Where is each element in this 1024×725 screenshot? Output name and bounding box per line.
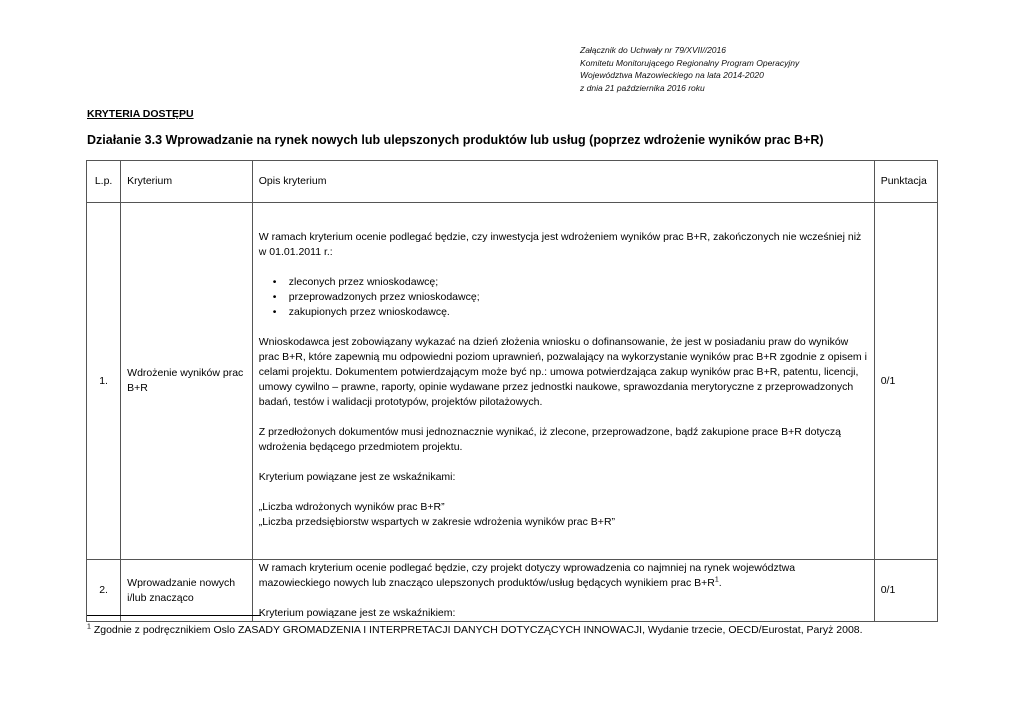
header-note-line: z dnia 21 października 2016 roku xyxy=(580,82,705,93)
indicator-item: „Liczba przedsiębiorstw wspartych w zakresie wdrożenia wyników prac B+R” xyxy=(258,516,616,528)
criterion-description xyxy=(252,560,874,622)
document-header-note xyxy=(580,44,799,94)
list-item: • zleconych przez wnioskodawcę; xyxy=(289,275,868,290)
description-paragraph: Wnioskodawca jest zobowiązany wykazać na dzień złożenia wniosku o dofinansowanie, że jest w posiadaniu praw do wyników prac B+R, które zapewnią mu odpowiedni poziom uprawnień, pozwalający na wykorzystanie wyników prac B+R zgodnie z opisem i celami projektu. Dokumentem potwierdzającym może być np.: umowa potwierdzająca zakup wyników prac B+R, patentu, licencji, umowy cywilno – prawne, raporty, opinie wydawane przez jednostki naukowe, sprawozdania merytoryczne z przeprowadzonych badań, testów i walidacji prototypów, projektów pilotażowych. xyxy=(258,336,867,408)
score-value: 0/1 xyxy=(874,560,937,622)
criteria-table xyxy=(86,160,938,622)
criterion-description xyxy=(252,203,874,560)
row-number: 1. xyxy=(87,203,121,560)
footnote-text: Zgodnie z podręcznikiem Oslo ZASADY GROMADZENIA I INTERPRETACJI DANYCH DOTYCZĄCYCH INNOWACJI, Wydanie trzecie, OECD/Eurostat, Paryż 2008. xyxy=(90,624,863,636)
description-intro-text: W ramach kryterium ocenie podlegać będzie, czy projekt dotyczy wprowadzenia co najmniej na rynek województwa mazowieckiego nowych lub znacząco ulepszonych produktów/usług będących wynikiem prac B+R xyxy=(258,562,796,589)
header-score: Punktacja xyxy=(874,161,937,203)
list-item: • zakupionych przez wnioskodawcę. xyxy=(289,305,868,320)
bullet-list xyxy=(259,275,868,320)
table-row xyxy=(87,203,938,560)
indicator-item: „Liczba wdrożonych wyników prac B+R” xyxy=(258,501,445,513)
description-paragraph: Kryterium powiązane jest ze wskaźnikami: xyxy=(258,471,456,483)
header-description: Opis kryterium xyxy=(252,161,874,203)
footnote xyxy=(87,624,863,636)
header-lp: L.p. xyxy=(87,161,121,203)
header-note-line: Komitetu Monitorującego Regionalny Program Operacyjny xyxy=(580,57,800,68)
header-note-line: Załącznik do Uchwały nr 79/XVII//2016 xyxy=(580,45,726,55)
header-criterion: Kryterium xyxy=(121,161,253,203)
description-intro-end: . xyxy=(718,577,722,589)
footnote-marker: 1 xyxy=(87,623,91,631)
description-paragraph: Kryterium powiązane jest ze wskaźnikiem: xyxy=(258,607,456,619)
section-label: KRYTERIA DOSTĘPU xyxy=(87,108,194,120)
description-intro: W ramach kryterium ocenie podlegać będzie, czy inwestycja jest wdrożeniem wyników prac B+R, zakończonych nie wcześniej niż w 01.01.2011 r.: xyxy=(258,231,862,258)
list-item: • przeprowadzonych przez wnioskodawcę; xyxy=(289,290,868,305)
header-note-line: Województwa Mazowieckiego na lata 2014-2020 xyxy=(580,70,764,80)
page-title: Działanie 3.3 Wprowadzanie na rynek nowych lub ulepszonych produktów lub usług (poprzez wdrożenie wyników prac B+R) xyxy=(87,133,824,147)
description-paragraph: Z przedłożonych dokumentów musi jednoznacznie wynikać, iż zlecone, przeprowadzone, bądź zakupione prace B+R dotyczą wdrożenia będącego przedmiotem projektu. xyxy=(258,426,841,453)
table-header-row xyxy=(87,161,938,203)
footnote-reference[interactable]: 1 xyxy=(714,576,719,584)
footnote-separator xyxy=(87,615,261,616)
row-number: 2. xyxy=(87,560,121,622)
score-value: 0/1 xyxy=(874,203,937,560)
criterion-name: Wprowadzanie nowych i/lub znacząco xyxy=(121,560,253,622)
criterion-name: Wdrożenie wyników prac B+R xyxy=(121,203,253,560)
description-intro xyxy=(259,561,868,591)
table-row xyxy=(87,560,938,622)
